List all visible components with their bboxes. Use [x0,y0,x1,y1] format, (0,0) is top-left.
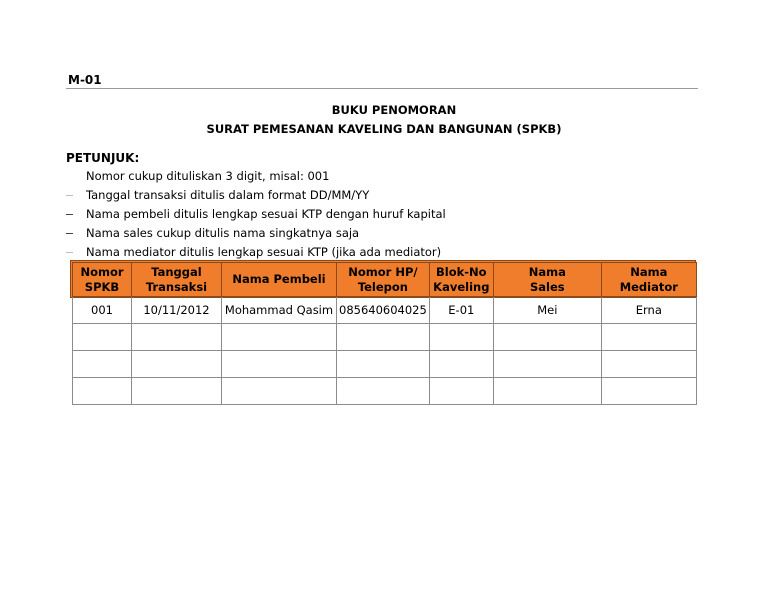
cell-mediator [601,351,696,378]
document-title: BUKU PENOMORAN [331,103,457,117]
cell-tanggal [132,324,222,351]
spkb-table [72,262,697,405]
instructions-heading: PETUNJUK: [66,151,140,165]
cell-kaveling: E-01 [429,297,493,324]
document-subtitle: SURAT PEMESANAN KAVELING DAN BANGUNAN (SPKB) [206,122,562,136]
cell-kaveling [429,351,493,378]
header-rule [66,88,698,89]
instructions-list [66,168,446,263]
cell-sales [493,378,601,405]
instruction-item: Nama pembeli ditulis lengkap sesuai KTP dengan huruf kapital [66,206,446,225]
table-header-row [73,263,697,297]
header-nomor-hp: Nomor HP/ Telepon [337,263,430,297]
cell-kaveling [429,324,493,351]
table-row [73,297,697,324]
cell-pembeli [222,351,337,378]
cell-telepon [337,324,430,351]
table-row [73,351,697,378]
cell-mediator [601,378,696,405]
cell-nomor [73,378,132,405]
table-row [73,378,697,405]
instruction-item: Tanggal transaksi ditulis dalam format DD/MM/YY [66,187,446,206]
cell-telepon [337,378,430,405]
header-nama-pembeli: Nama Pembeli [222,263,337,297]
table-row [73,324,697,351]
cell-tanggal: 10/11/2012 [132,297,222,324]
cell-sales [493,324,601,351]
header-nama-mediator: Nama Mediator [601,263,696,297]
cell-nomor: 001 [73,297,132,324]
bullet-dash-icon [66,252,73,253]
cell-kaveling [429,378,493,405]
cell-sales [493,351,601,378]
cell-mediator: Erna [601,297,696,324]
header-nama-sales: Nama Sales [493,263,601,297]
cell-tanggal [132,351,222,378]
cell-telepon [337,351,430,378]
cell-nomor [73,324,132,351]
bullet-dash-icon [66,195,73,196]
cell-nomor [73,351,132,378]
document-code: M-01 [68,73,102,87]
cell-pembeli [222,324,337,351]
header-nomor-spkb: Nomor SPKB [73,263,132,297]
header-tanggal-transaksi: Tanggal Transaksi [132,263,222,297]
bullet-dash-icon [66,214,73,215]
cell-tanggal [132,378,222,405]
instruction-item: Nomor cukup dituliskan 3 digit, misal: 001 [86,169,330,183]
cell-sales: Mei [493,297,601,324]
cell-telepon: 085640604025 [337,297,430,324]
header-blok-no: Blok-No Kaveling [429,263,493,297]
instruction-item: Nama mediator ditulis lengkap sesuai KTP (jika ada mediator) [66,244,446,263]
cell-pembeli: Mohammad Qasim [222,297,337,324]
cell-mediator [601,324,696,351]
cell-pembeli [222,378,337,405]
instruction-item: Nama sales cukup ditulis nama singkatnya saja [66,225,446,244]
bullet-dash-icon [66,233,73,234]
